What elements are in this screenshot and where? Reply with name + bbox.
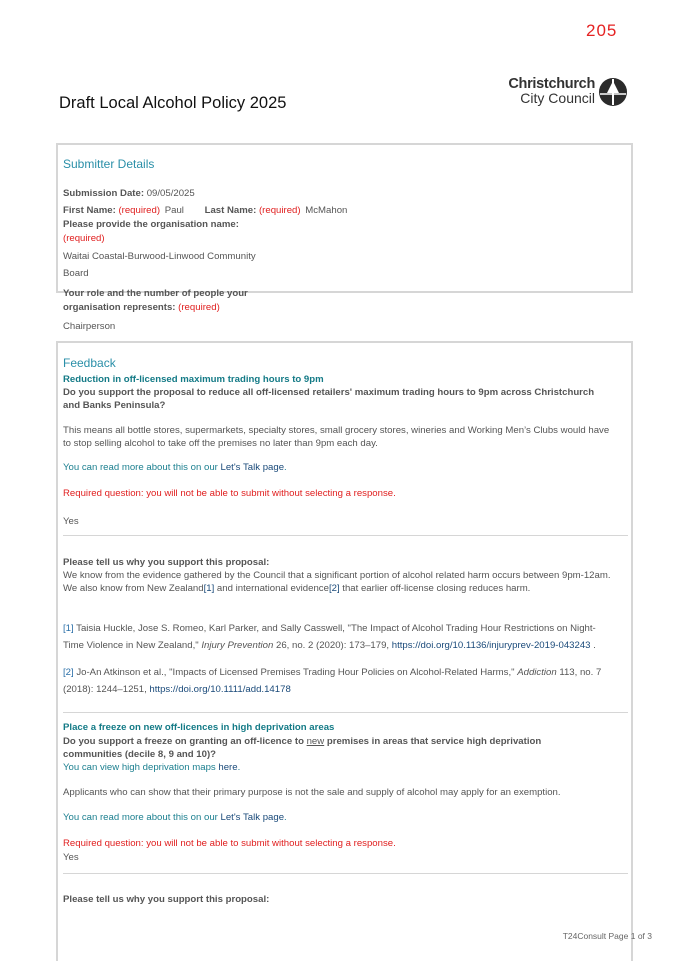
submission-date-value: 09/05/2025: [146, 188, 195, 199]
first-name-required: (required): [118, 205, 161, 216]
q1-why-line2-a: We also know from New Zealand: [63, 583, 204, 594]
council-logo: [500, 77, 630, 109]
logo-line1: Christchurch: [508, 76, 595, 92]
ref2-line1: [63, 664, 601, 681]
ref2-text1: Jo-An Atkinson et al., "Impacts of Licensed Premises Trading Hour Policies on Alcohol-Related Harms,": [73, 667, 518, 678]
ref2-mark[interactable]: [2]: [63, 667, 74, 678]
org-required: (required): [63, 233, 105, 244]
q1-why-text: [63, 569, 611, 595]
last-name-label: Last Name:: [204, 205, 257, 216]
page-number: 205: [586, 21, 618, 40]
q2-lets-talk-link[interactable]: Let's Talk page: [220, 812, 285, 823]
q1-question-line2: and Banks Peninsula?: [63, 400, 166, 411]
last-name-value: McMahon: [305, 205, 348, 216]
q1-read-more-text: You can read more about this on our: [63, 462, 221, 473]
first-name-value: Paul: [164, 205, 184, 216]
cathedral-logo-icon: [597, 77, 629, 107]
divider: [63, 535, 628, 536]
ref1-end: .: [590, 640, 596, 651]
reference-1: [63, 620, 596, 654]
q1-answer: Yes: [63, 516, 79, 527]
ref2-text2: 113, no. 7: [556, 667, 602, 678]
submitter-section-title: Submitter Details: [63, 157, 155, 171]
q2-question-line1: [63, 735, 541, 748]
q1-desc-line2: to stop selling alcohol to take off the premises no later than 9pm each day.: [63, 438, 378, 449]
role-value: Chairperson: [63, 321, 116, 332]
q1-why-line1: We know from the evidence gathered by the Council that a significant portion of alcohol related harm occurs between 9pm-12am.: [63, 570, 611, 581]
divider: [63, 873, 628, 874]
q2-maps-link[interactable]: here: [218, 762, 238, 773]
q2-question-text-b: premises in areas that service high deprivation: [324, 736, 542, 747]
q2-question-line2: communities (decile 8, 9 and 10)?: [63, 749, 217, 760]
first-name-label: First Name:: [63, 205, 116, 216]
q2-question-new: new: [306, 736, 325, 747]
ref1-journal: Injury Prevention: [201, 640, 274, 651]
feedback-section-title: Feedback: [63, 356, 116, 370]
page-title: Draft Local Alcohol Policy 2025: [59, 94, 287, 112]
q2-read-more-suffix: .: [284, 812, 287, 823]
ref1-text2: Time Violence in New Zealand,": [63, 640, 202, 651]
q2-answer: Yes: [63, 852, 79, 863]
q1-read-more: [63, 462, 287, 473]
ref1-text1: Taisia Huckle, Jose S. Romeo, Karl Parker, and Sally Casswell, "The Impact of Alcohol Trading Hour Restrictions on Night-: [73, 623, 596, 634]
org-value-line2: Board: [63, 268, 89, 279]
q1-description: [63, 424, 609, 450]
last-name-required: (required): [258, 205, 301, 216]
q1-why-line2: [63, 582, 611, 595]
q1-question: [63, 386, 594, 412]
q1-read-more-suffix: .: [284, 462, 287, 473]
ref1-mark[interactable]: [1]: [63, 623, 74, 634]
q2-heading: Place a freeze on new off-licences in high deprivation areas: [63, 722, 335, 733]
q1-question-line1: Do you support the proposal to reduce all off-licensed retailers' maximum trading hours to 9pm across Christchurch: [63, 387, 595, 398]
q2-why-label: Please tell us why you support this proposal:: [63, 894, 270, 905]
submission-date: [63, 188, 195, 199]
ref2-doi-link[interactable]: https://doi.org/10.1111/add.14178: [149, 684, 291, 695]
name-row: [63, 205, 347, 216]
ref1-doi-link[interactable]: https://doi.org/10.1136/injuryprev-2019-043243: [391, 640, 591, 651]
role-required: (required): [178, 302, 220, 313]
q2-question-text-a: Do you support a freeze on granting an off-licence to: [63, 736, 307, 747]
q2-question: [63, 735, 541, 761]
q2-maps-suffix: .: [237, 762, 241, 773]
q2-required-note: Required question: you will not be able to submit without selecting a response.: [63, 838, 396, 849]
q2-maps-text: You can view high deprivation maps: [63, 762, 219, 773]
q2-maps: [63, 762, 240, 773]
org-label: Please provide the organisation name:: [63, 219, 239, 230]
ref2-line2: [63, 681, 601, 698]
role-label-line2: [63, 302, 220, 313]
q1-lets-talk-link[interactable]: Let's Talk page: [220, 462, 285, 473]
divider: [63, 712, 628, 713]
footnote-link-1[interactable]: [1]: [203, 583, 215, 594]
footnote-link-2[interactable]: [2]: [328, 583, 340, 594]
ref1-line1: [63, 620, 596, 637]
ref1-text3: 26, no. 2 (2020): 173–179,: [273, 640, 392, 651]
q2-read-more-text: You can read more about this on our: [63, 812, 221, 823]
ref2-text3: (2018): 1244–1251,: [63, 684, 150, 695]
q1-desc-line1: This means all bottle stores, supermarkets, specialty stores, small grocery stores, wineries and Working Men’s Clubs would have: [63, 425, 610, 436]
ref2-journal: Addiction: [517, 667, 557, 678]
q1-required-note: Required question: you will not be able to submit without selecting a response.: [63, 488, 396, 499]
q1-heading: Reduction in off-licensed maximum trading hours to 9pm: [63, 374, 324, 385]
submission-date-label: Submission Date:: [63, 188, 145, 199]
q1-why-label: Please tell us why you support this proposal:: [63, 557, 270, 568]
role-label-text: organisation represents:: [63, 302, 176, 313]
page-footer: T24Consult Page 1 of 3: [562, 931, 652, 941]
q1-why-line2-b: and international evidence: [214, 583, 329, 594]
org-value-line1: Waitai Coastal-Burwood-Linwood Community: [63, 251, 256, 262]
logo-line2: City Council: [520, 90, 595, 106]
ref1-line2: [63, 637, 596, 654]
q2-description: Applicants who can show that their primary purpose is not the sale and supply of alcohol may apply for an exemption.: [63, 787, 561, 798]
role-label-line1: Your role and the number of people your: [63, 288, 248, 299]
q2-read-more: [63, 812, 287, 823]
reference-2: [63, 664, 601, 698]
q1-why-line2-c: that earlier off-license closing reduces harm.: [339, 583, 531, 594]
